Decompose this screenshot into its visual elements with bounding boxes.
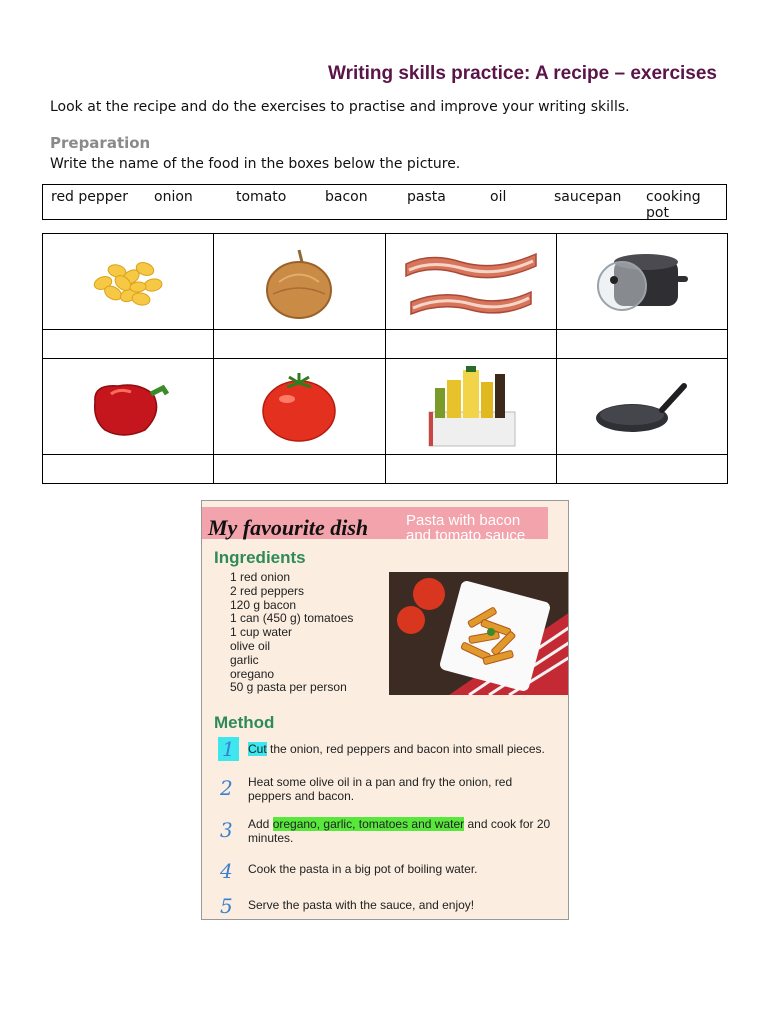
step-text: Cook the pasta in a big pot of boiling water. xyxy=(248,862,478,876)
word-bank-item: onion xyxy=(154,189,193,205)
ingredient-item: 50 g pasta per person xyxy=(230,680,347,695)
ingredients-list xyxy=(230,571,353,695)
picture-table xyxy=(42,233,728,484)
word-bank-item: bacon xyxy=(325,189,368,205)
picture-cell xyxy=(214,359,385,455)
recipe-banner-subtitle-line: and tomato sauce xyxy=(406,527,526,544)
recipe-banner-title: My favourite dish xyxy=(208,515,369,540)
page-title: Writing skills practice: A recipe – exercises xyxy=(328,63,717,84)
picture-cell xyxy=(385,234,556,330)
step-number: 3 xyxy=(220,818,233,842)
step-highlight: oregano, garlic, tomatoes and water xyxy=(272,817,465,831)
picture-cell xyxy=(214,234,385,330)
ingredient-item: 1 can (450 g) tomatoes xyxy=(230,611,354,626)
ingredient-item: 1 cup water xyxy=(230,625,293,640)
step-text: Heat some olive oil in a pan and fry the onion, red peppers and bacon. xyxy=(248,775,513,803)
answer-box[interactable] xyxy=(43,455,214,484)
recipe-banner-subtitle-line: Pasta with bacon xyxy=(406,512,521,529)
word-bank-item: cooking pot xyxy=(646,189,701,221)
method-heading: Method xyxy=(214,713,275,732)
ingredient-item: garlic xyxy=(230,652,259,667)
ingredients-heading: Ingredients xyxy=(214,548,306,567)
ingredient-item: 120 g bacon xyxy=(230,597,297,612)
answer-box[interactable] xyxy=(556,330,727,359)
intro-text: Look at the recipe and do the exercises to practise and improve your writing skills. xyxy=(50,99,630,115)
word-bank-item: saucepan xyxy=(554,189,622,205)
answer-box[interactable] xyxy=(214,455,385,484)
step-number: 5 xyxy=(220,894,233,918)
answer-box[interactable] xyxy=(385,330,556,359)
word-bank-item: red pepper xyxy=(51,189,129,205)
picture-cell xyxy=(556,359,727,455)
bacon-image xyxy=(401,242,541,322)
picture-cell xyxy=(385,359,556,455)
cooking-pot-image xyxy=(592,242,692,322)
tomato-image xyxy=(259,369,339,445)
oil-image xyxy=(421,366,521,448)
onion-image xyxy=(259,242,339,322)
step-highlight: Cut xyxy=(248,742,267,756)
red-pepper-image xyxy=(83,372,173,442)
answer-box[interactable] xyxy=(43,330,214,359)
recipe-banner xyxy=(202,507,548,544)
picture-cell xyxy=(43,234,214,330)
ingredient-item: olive oil xyxy=(230,638,271,653)
word-bank-item: pasta xyxy=(407,189,446,205)
answer-box[interactable] xyxy=(214,330,385,359)
dish-photo xyxy=(389,572,569,695)
instruction-text: Write the name of the food in the boxes below the picture. xyxy=(50,156,461,172)
step-text: Add xyxy=(248,817,273,831)
section-heading-preparation: Preparation xyxy=(50,134,151,152)
recipe-banner-subtitle xyxy=(406,513,525,543)
picture-cell xyxy=(556,234,727,330)
pasta-image xyxy=(83,247,173,317)
step-text: the onion, red peppers and bacon into small pieces. xyxy=(266,742,545,756)
answer-box[interactable] xyxy=(385,455,556,484)
step-number: 1 xyxy=(218,737,239,761)
recipe-card xyxy=(201,500,569,920)
ingredient-item: oregano xyxy=(230,666,275,681)
word-bank-item: tomato xyxy=(236,189,287,205)
answer-box[interactable] xyxy=(556,455,727,484)
picture-cell xyxy=(43,359,214,455)
saucepan-image xyxy=(592,372,692,442)
ingredient-item: 2 red peppers xyxy=(230,583,305,598)
ingredient-item: 1 red onion xyxy=(230,570,291,584)
step-text: Serve the pasta with the sauce, and enjoy! xyxy=(248,898,475,912)
step-number: 2 xyxy=(220,776,233,800)
step-number: 4 xyxy=(220,859,233,883)
word-bank xyxy=(42,184,727,220)
step-text: and cook for 20 minutes. xyxy=(248,817,551,845)
word-bank-item: oil xyxy=(490,189,507,205)
